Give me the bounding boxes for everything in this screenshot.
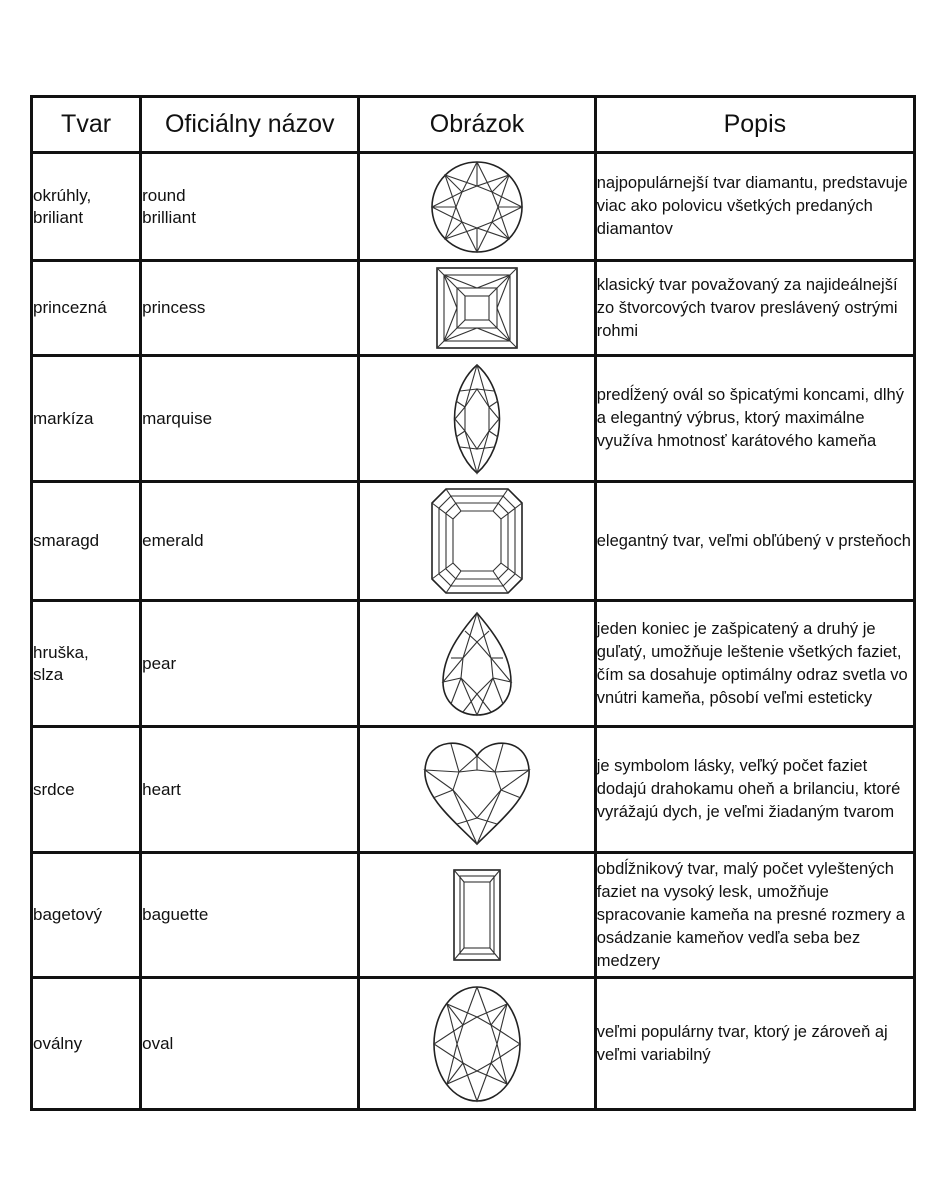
shape-name-sk: bagetový [32, 853, 141, 978]
emerald-cut-diamond-icon [431, 488, 523, 594]
shape-description: klasický tvar považovaný za najideálnejší zo štvorcových tvarov preslávený ostrými rohmi [595, 261, 914, 356]
shape-image-cell [359, 261, 595, 356]
shape-official-name: princess [141, 261, 359, 356]
shape-image-cell [359, 727, 595, 853]
shape-image-cell [359, 482, 595, 601]
header-oficialny-nazov: Oficiálny názov [141, 97, 359, 153]
shape-official-name: heart [141, 727, 359, 853]
baguette-cut-diamond-icon [451, 867, 503, 963]
table-row [32, 853, 915, 978]
shape-official-name: baguette [141, 853, 359, 978]
heart-cut-diamond-icon [421, 734, 533, 846]
shape-name-sk: princezná [32, 261, 141, 356]
shape-name-sk: markíza [32, 356, 141, 482]
table-row [32, 153, 915, 261]
shape-name-sk: oválny [32, 978, 141, 1110]
header-row [32, 97, 915, 153]
shape-image-cell [359, 356, 595, 482]
shape-name-sk: smaragd [32, 482, 141, 601]
shape-name-sk: hruška, slza [32, 601, 141, 727]
shape-image-cell [359, 601, 595, 727]
header-popis: Popis [595, 97, 914, 153]
header-tvar: Tvar [32, 97, 141, 153]
shape-image-cell [359, 853, 595, 978]
shape-official-name: pear [141, 601, 359, 727]
table-row [32, 727, 915, 853]
shape-image-cell [359, 153, 595, 261]
pear-cut-diamond-icon [437, 611, 517, 717]
shape-description: najpopulárnejší tvar diamantu, predstavuje viac ako polovicu všetkých predaných diamantov [595, 153, 914, 261]
shape-description: jeden koniec je zašpicatený a druhý je guľatý, umožňuje leštenie všetkých faziet, čím sa dosahuje optimálny odraz svetla vo vnútri kameňa, pôsobí veľmi esteticky [595, 601, 914, 727]
table-row [32, 356, 915, 482]
shape-official-name: round brilliant [141, 153, 359, 261]
shape-official-name: marquise [141, 356, 359, 482]
round-brilliant-diamond-icon [427, 157, 527, 257]
shape-description: obdĺžnikový tvar, malý počet vyleštených faziet na vysoký lesk, umožňuje spracovanie kameňa na presné rozmery a osádzanie kameňov vedľa seba bez medzery [595, 853, 914, 978]
shape-description: elegantný tvar, veľmi obľúbený v prsteňoch [595, 482, 914, 601]
shape-official-name: emerald [141, 482, 359, 601]
shape-description: predĺžený ovál so špicatými koncami, dlhý a elegantný výbrus, ktorý maximálne využíva hmotnosť karátového kameňa [595, 356, 914, 482]
shape-name-sk: srdce [32, 727, 141, 853]
table-row [32, 261, 915, 356]
shape-official-name: oval [141, 978, 359, 1110]
shape-name-sk: okrúhly, briliant [32, 153, 141, 261]
header-obrazok: Obrázok [359, 97, 595, 153]
shape-description: je symbolom lásky, veľký počet faziet dodajú drahokamu oheň a brilanciu, ktoré vyrážajú dych, je veľmi žiadaným tvarom [595, 727, 914, 853]
table-row [32, 482, 915, 601]
table-row [32, 601, 915, 727]
shape-image-cell [359, 978, 595, 1110]
diamond-shapes-table [30, 95, 916, 1111]
shape-description: veľmi populárny tvar, ktorý je zároveň aj veľmi variabilný [595, 978, 914, 1110]
oval-cut-diamond-icon [431, 984, 523, 1104]
table-row [32, 978, 915, 1110]
marquise-cut-diamond-icon [442, 363, 512, 475]
princess-cut-diamond-icon [435, 266, 519, 350]
